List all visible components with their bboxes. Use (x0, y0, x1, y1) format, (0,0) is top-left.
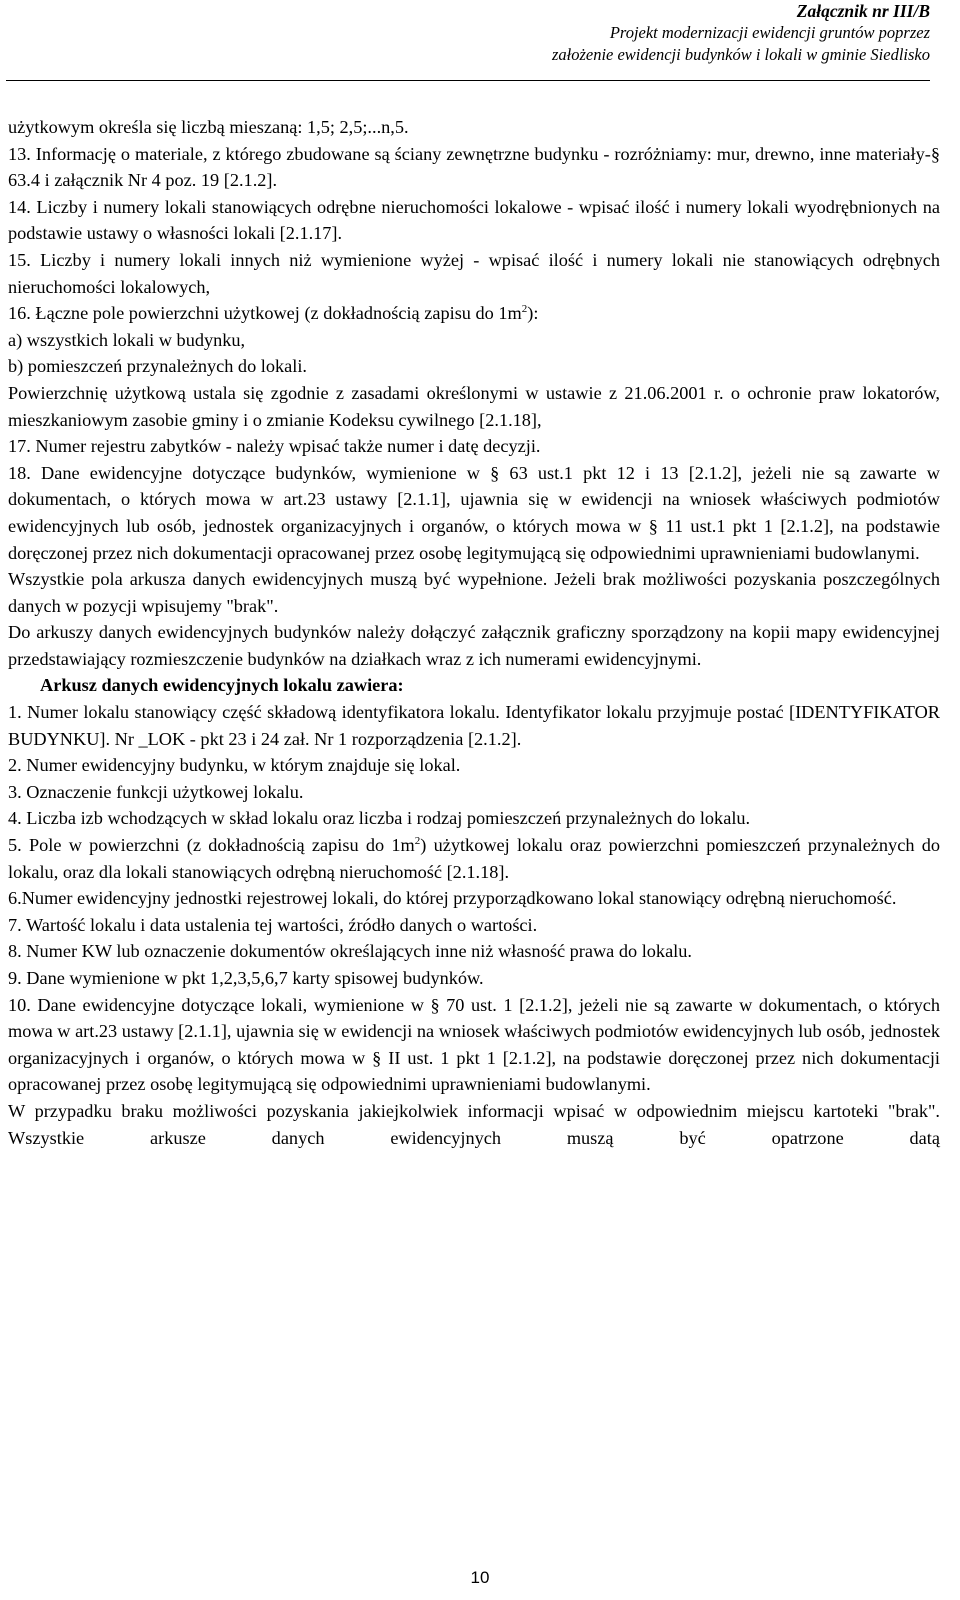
paragraph-last: W przypadku braku możliwości pozyskania jakiejkolwiek informacji wpisać w odpowiednim miejscu kartoteki "brak". Wszystkie arkusze danych ewidencyjnych muszą być opatrzone datą (8, 1100, 940, 1148)
item-16-note: Powierzchnię użytkową ustala się zgodnie z zasadami określonymi w ustawie z 21.06.2001 r. o ochronie praw lokatorów, mieszkaniowym zasobie gminy i o zmianie Kodeksu cywilnego [2.1.18], (8, 382, 940, 430)
paragraph-attachment: Do arkuszy danych ewidencyjnych budynków należy dołączyć załącznik graficzny sporządzony na kopii mapy ewidencyjnej przedstawiający rozmieszczenie budynków na działkach wraz z ich numerami ewidencyjnymi. (8, 622, 940, 669)
lokal-item-5-superscript: 2 (414, 834, 421, 847)
lokal-item-2: 2. Numer ewidencyjny budynku, w którym znajduje się lokal. (8, 755, 461, 776)
header-line-2: założenie ewidencji budynków i lokali w gminie Siedlisko (551, 45, 930, 64)
lokal-item-4: 4. Liczba izb wchodzących w skład lokalu oraz liczba i rodzaj pomieszczeń przynależnych do lokalu. (8, 808, 751, 829)
item-17: 17. Numer rejestru zabytków - należy wpisać także numer i datę decyzji. (8, 436, 541, 457)
item-16-text: 16. Łączne pole powierzchni użytkowej (z dokładnością zapisu do 1m (8, 303, 522, 324)
header-line-1: Projekt modernizacji ewidencji gruntów poprzez (609, 23, 930, 42)
item-16 (8, 300, 940, 327)
document-body (8, 114, 940, 1151)
item-15: 15. Liczby i numery lokali innych niż wymienione wyżej - wpisać ilość i numery lokali nie stanowiących odrębnych nieruchomości lokalowych, (8, 249, 940, 297)
attachment-label: Załącznik nr III/B (796, 1, 930, 21)
item-16-superscript: 2 (521, 303, 528, 316)
lokal-item-6: 6.Numer ewidencyjny jednostki rejestrowej lokali, do której przyporządkowano lokal stanowiący odrębną nieruchomość. (8, 888, 897, 909)
item-18: 18. Dane ewidencyjne dotyczące budynków, wymienione w § 63 ust.1 pkt 12 i 13 [2.1.2], jeżeli nie są zawarte w dokumentach, o których mowa w art.23 ustawy [2.1.1], ujawnia się w ewidencji na wniosek właściwych podmiotów ewidencyjnych lub osób, jednostek organizacyjnych i organów, o których mowa w § 11 ust.1 pkt 1 [2.1.2], na podstawie doręczonej przez nich dokumentacji opracowanej przez osobę legitymującą się odpowiednimi uprawnieniami budowlanymi. (8, 462, 940, 563)
lokal-item-10: 10. Dane ewidencyjne dotyczące lokali, wymienione w § 70 ust. 1 [2.1.2], jeżeli nie są zawarte w dokumentach, o których mowa w art.23 ustawy [2.1.1], ujawnia się w ewidencji na wniosek właściwych podmiotów ewidencyjnych lub osób, jednostek organizacyjnych i organów, o których mowa w § II ust. 1 pkt 1 [2.1.2], na podstawie doręczonej przez nich dokumentacji opracowanej przez osobę legitymującą się odpowiednimi uprawnieniami budowlanymi. (8, 994, 940, 1095)
item-16-suffix: ): (527, 303, 539, 324)
lokal-item-5-text: 5. Pole w powierzchni (z dokładnością zapisu do 1m (8, 835, 415, 856)
paragraph-all-fields: Wszystkie pola arkusza danych ewidencyjnych muszą być wypełnione. Jeżeli brak możliwości pozyskania poszczególnych danych w pozycji wpisujemy "brak". (8, 569, 940, 616)
lokal-item-7: 7. Wartość lokalu i data ustalenia tej wartości, źródło danych o wartości. (8, 914, 538, 935)
lokal-item-5 (8, 832, 940, 885)
item-16-b: b) pomieszczeń przynależnych do lokali. (8, 356, 307, 377)
lokal-item-1: 1. Numer lokalu stanowiący część składową identyfikatora lokalu. Identyfikator lokalu przyjmuje postać [IDENTYFIKATOR BUDYNKU]. Nr _LOK - pkt 23 i 24 zał. Nr 1 rozporządzenia [2.1.2]. (8, 702, 940, 749)
item-13: 13. Informację o materiale, z którego zbudowane są ściany zewnętrzne budynku - rozróżniamy: mur, drewno, inne materiały-§ 63.4 i załącznik Nr 4 poz. 19 [2.1.2]. (8, 143, 940, 191)
lokal-item-3: 3. Oznaczenie funkcji użytkowej lokalu. (8, 781, 304, 802)
page-number: 10 (470, 1568, 490, 1587)
section-heading: Arkusz danych ewidencyjnych lokalu zawiera: (40, 675, 404, 696)
paragraph-continuation: użytkowym określa się liczbą mieszaną: 1,5; 2,5;...n,5. (8, 117, 409, 137)
lokal-item-9: 9. Dane wymienione w pkt 1,2,3,5,6,7 karty spisowej budynków. (8, 968, 484, 988)
lokal-item-5-suffix: ) użytkowej lokalu oraz powierzchni pomieszczeń przynależnych do lokalu, oraz dla lokali stanowiących odrębną nieruchomość [2.1.18]. (8, 835, 940, 882)
lokal-item-8: 8. Numer KW lub oznaczenie dokumentów określających inne niż własność prawa do lokalu. (8, 941, 692, 962)
page-header (230, 0, 930, 66)
item-16-a: a) wszystkich lokali w budynku, (8, 329, 246, 350)
header-rule (6, 80, 930, 81)
item-14: 14. Liczby i numery lokali stanowiących odrębne nieruchomości lokalowe - wpisać ilość i numery lokali wyodrębnionych na podstawie ustawy o własności lokali [2.1.17]. (8, 196, 940, 244)
